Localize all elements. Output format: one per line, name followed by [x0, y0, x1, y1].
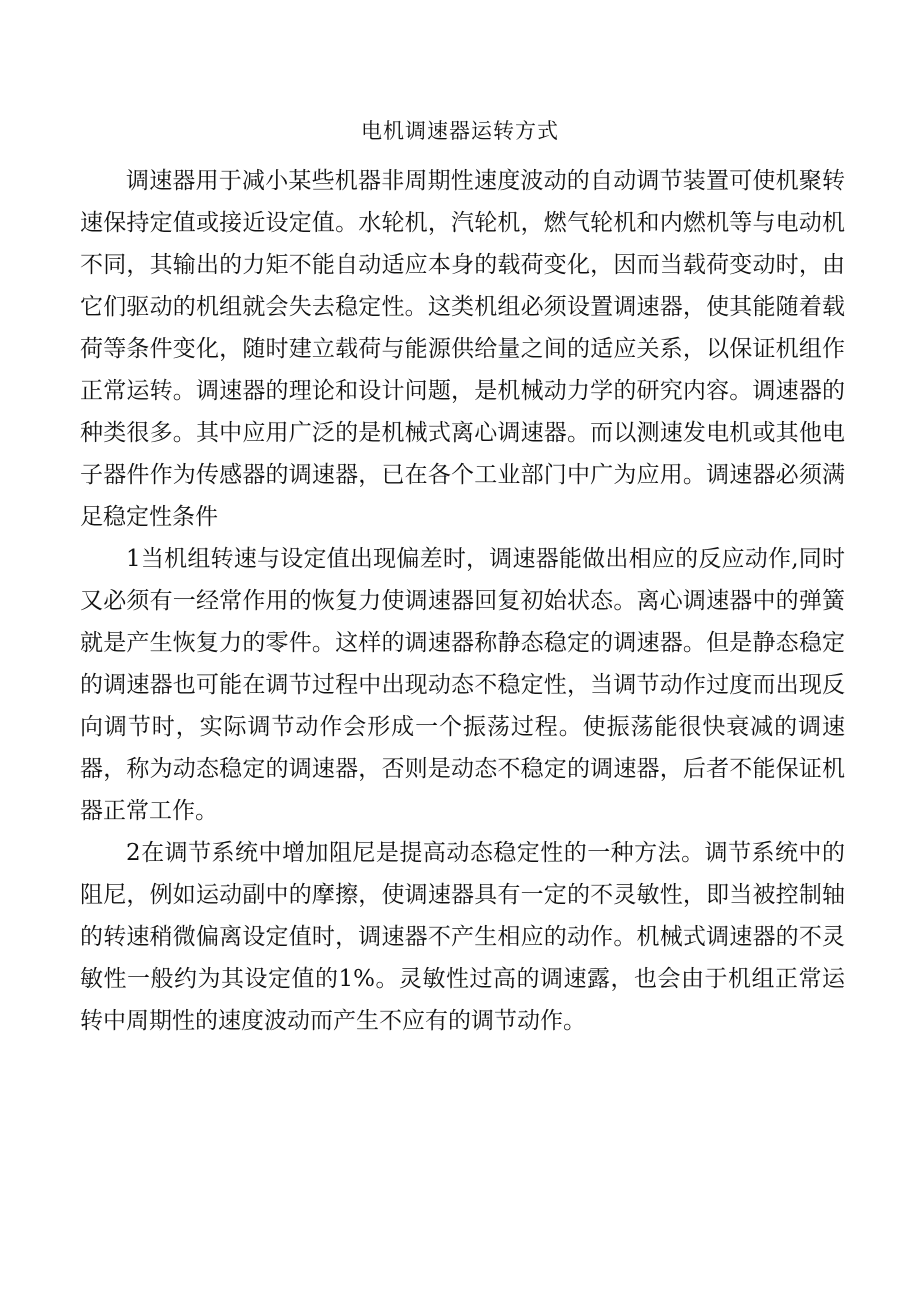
paragraph-condition-2: 2在调节系统中增加阻尼是提高动态稳定性的一种方法。调节系统中的阻尼，例如运动副中的摩擦，使调速器具有一定的不灵敏性，即当被控制轴的转速稍微偏离设定值时，调速器不产生相应的动作。机械式调速器的不灵敏性一般约为其设定值的1%。灵敏性过高的调速露，也会由于机组正常运转中周期性的速度波动而产生不应有的调节动作。	[80, 840, 845, 1034]
paragraph-condition-1: 1当机组转速与设定值出现偏差时，调速器能做出相应的反应动作,同时又必须有一经常作用的恢复力使调速器回复初始状态。离心调速器中的弹簧就是产生恢复力的零件。这样的调速器称静态稳定的调速器。但是静态稳定的调速器也可能在调节过程中出现动态不稳定性，当调节动作过度而出现反向调节时，实际调节动作会形成一个振荡过程。使振荡能很快衰减的调速器，称为动态稳定的调速器，否则是动态不稳定的调速器，后者不能保证机器正常工作。	[80, 546, 845, 824]
document-title: 电机调速器运转方式	[361, 119, 559, 143]
document-body	[80, 160, 845, 1042]
paragraph-intro: 调速器用于减小某些机器非周期性速度波动的自动调节装置可使机聚转速保持定值或接近设定值。水轮机，汽轮机，燃气轮机和内燃机等与电动机不同，其输出的力矩不能自动适应本身的载荷变化，因而当载荷变动时，由它们驱动的机组就会失去稳定性。这类机组必须设置调速器，使其能随着载荷等条件变化，随时建立载荷与能源供给量之间的适应关系，以保证机组作正常运转。调速器的理论和设计问题，是机械动力学的研究内容。调速器的种类很多。其中应用广泛的是机械式离心调速器。而以测速发电机或其他电子器件作为传感器的调速器，已在各个工业部门中广为应用。调速器必须满足稳定性条件	[80, 168, 845, 530]
